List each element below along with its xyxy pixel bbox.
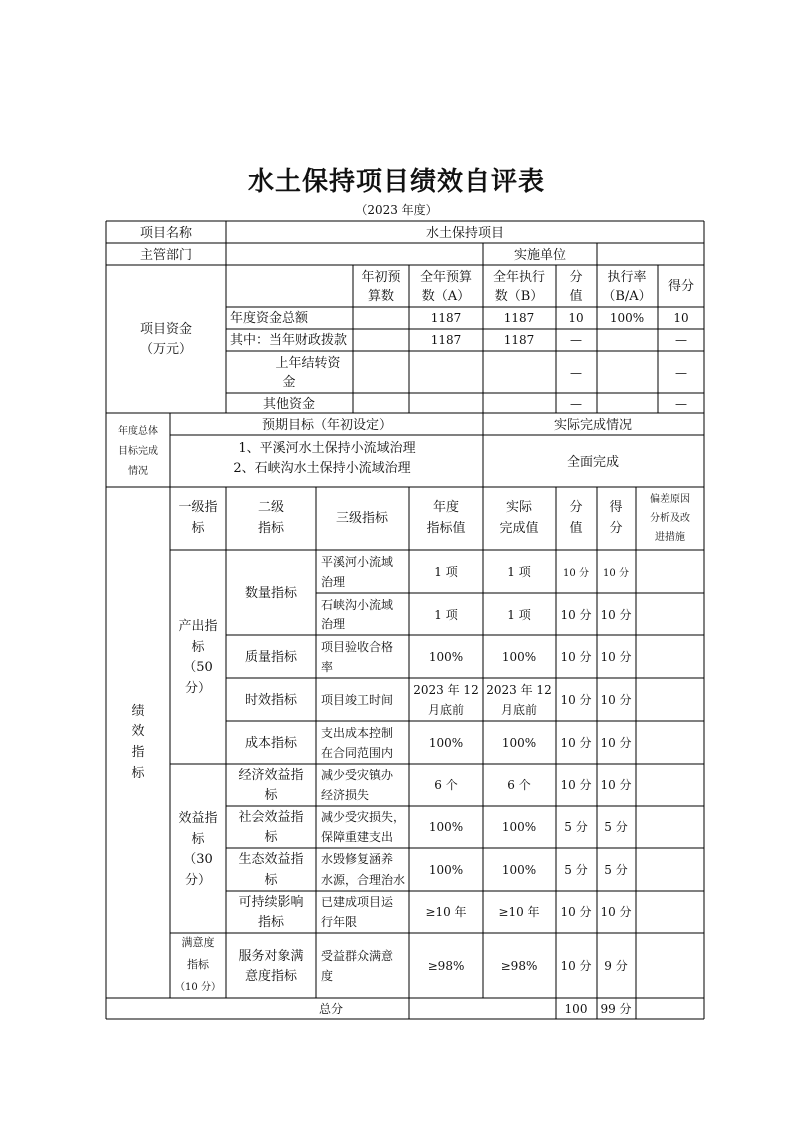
actual-value: 1 项 [507, 565, 531, 579]
hdr-deviation: 偏差原因 [650, 494, 690, 505]
level2-indicator: 指标 [257, 915, 285, 930]
level3-indicator: 水源，合理治水 [321, 873, 406, 887]
output-indicator-group: 标 [191, 640, 205, 655]
got-value: 10 分 [600, 778, 632, 792]
level2-indicator: 可持续影响 [238, 895, 304, 910]
score-value: 10 分 [560, 905, 592, 919]
total-score: 100 [564, 1002, 588, 1016]
hdr-exec-2: 数（B） [494, 289, 544, 304]
actual-status-header: 实际完成情况 [553, 418, 633, 433]
hdr-full-2: 数（A） [421, 289, 471, 304]
level3-indicator: 已建成项目运 [321, 895, 394, 909]
target-value: 1 项 [434, 565, 458, 579]
funds-row-name: 年度资金总额 [230, 311, 309, 326]
funds-row-full: 1187 [430, 333, 462, 347]
perf-section-label: 标 [131, 766, 145, 781]
hdr-rate-2: （B/A） [602, 289, 652, 304]
level2-indicator: 数量指标 [244, 586, 298, 601]
hdr-deviation: 进措施 [655, 532, 685, 543]
funds-row-score: — [570, 333, 582, 347]
got-value: 10 分 [600, 905, 632, 919]
funds-unit: （万元） [139, 342, 193, 357]
hdr-got: 分 [609, 521, 623, 536]
got-value: 10 分 [600, 693, 632, 707]
project-name-label: 项目名称 [139, 226, 193, 241]
level3-indicator: 治理 [321, 617, 346, 631]
level3-indicator: 项目验收合格 [321, 640, 394, 654]
hdr-level2: 二级 [257, 500, 285, 515]
total-label: 总分 [318, 1002, 344, 1016]
hdr-got: 得分 [667, 279, 695, 294]
got-value: 9 分 [604, 959, 628, 973]
funds-row-got: 10 [673, 311, 689, 325]
target-value: 月底前 [427, 703, 465, 717]
level3-indicator: 减少受灾损失， [321, 810, 406, 824]
level3-indicator: 保障重建支出 [321, 830, 394, 844]
actual-value: 100% [501, 736, 537, 750]
funds-row-got: — [675, 366, 687, 380]
level2-indicator: 社会效益指 [238, 810, 304, 825]
perf-section-label: 效 [131, 724, 145, 739]
target-value: 2023 年 12 [413, 683, 479, 697]
score-value: 10 分 [560, 608, 592, 622]
hdr-target: 指标值 [426, 521, 466, 536]
got-value: 5 分 [604, 863, 628, 877]
level3-indicator: 在合同范围内 [321, 746, 394, 760]
got-value: 10 分 [603, 568, 629, 579]
hdr-target: 年度 [432, 500, 460, 515]
level2-indicator: 经济效益指 [238, 768, 304, 783]
level3-indicator: 治理 [321, 575, 346, 589]
funds-row-got: — [675, 333, 687, 347]
level2-indicator: 服务对象满 [238, 949, 304, 964]
funds-row-name: 其他资金 [262, 397, 316, 412]
hdr-deviation: 分析及改 [650, 513, 690, 524]
level3-indicator: 行年限 [321, 915, 358, 929]
funds-row-rate: 100% [609, 311, 645, 325]
hdr-full-1: 全年预算 [419, 270, 473, 285]
funds-row-name: 其中：当年财政拨款 [230, 333, 348, 348]
level2-indicator: 标 [264, 873, 278, 888]
hdr-rate-1: 执行率 [607, 270, 647, 285]
level3-indicator: 项目竣工时间 [321, 693, 394, 707]
hdr-initial-2: 算数 [367, 289, 395, 304]
project-name-value: 水土保持项目 [425, 226, 505, 241]
output-indicator-group: （50 [183, 660, 213, 675]
actual-value: 100% [501, 820, 537, 834]
year-subtitle: （2023 年度） [355, 203, 438, 217]
level3-indicator: 平溪河小流域 [321, 555, 394, 569]
output-indicator-group: 产出指 [178, 619, 218, 634]
target-value: 6 个 [434, 778, 458, 792]
score-value: 10 分 [560, 778, 592, 792]
score-value: 5 分 [564, 820, 588, 834]
benefit-indicator-group: 分） [184, 873, 212, 888]
target-value: 1 项 [434, 608, 458, 622]
level2-indicator: 时效指标 [244, 693, 298, 708]
actual-status-value: 全面完成 [566, 455, 620, 470]
level2-indicator: 标 [264, 788, 278, 803]
level2-indicator: 标 [264, 830, 278, 845]
perf-section-label: 绩 [131, 704, 145, 719]
level3-indicator: 受益群众满意 [321, 949, 394, 963]
hdr-level1: 一级指 [178, 500, 218, 515]
level2-indicator: 质量指标 [244, 650, 298, 665]
actual-value: ≥10 年 [498, 905, 540, 919]
unit-label: 实施单位 [513, 248, 567, 263]
target-value: ≥10 年 [425, 905, 467, 919]
expected-goal-header: 预期目标（年初设定） [261, 418, 393, 433]
hdr-score: 分 [569, 500, 583, 515]
level2-indicator: 生态效益指 [238, 852, 304, 867]
funds-row-score: — [570, 397, 582, 411]
hdr-score-1: 分 [569, 270, 583, 285]
target-value: 100% [428, 650, 464, 664]
benefit-indicator-group: 效益指 [178, 811, 218, 826]
level3-indicator: 率 [321, 660, 334, 674]
hdr-actual: 实际 [505, 500, 533, 515]
hdr-level3: 三级指标 [335, 511, 389, 526]
level3-indicator: 石峡沟小流域 [321, 598, 394, 612]
hdr-got: 得 [609, 500, 623, 515]
annual-goal-label: 目标完成 [118, 446, 158, 457]
hdr-score-2: 值 [569, 289, 583, 304]
benefit-indicator-group: 标 [191, 832, 205, 847]
funds-row-name: 上年结转资 [275, 356, 341, 371]
score-value: 5 分 [564, 863, 588, 877]
hdr-actual: 完成值 [499, 521, 539, 536]
got-value: 10 分 [600, 736, 632, 750]
actual-value: 2023 年 12 [486, 683, 552, 697]
actual-value: 月底前 [500, 703, 538, 717]
actual-value: 100% [501, 650, 537, 664]
got-value: 10 分 [600, 650, 632, 664]
expected-goal-item: 2、石峡沟水土保持小流域治理 [233, 461, 411, 476]
score-value: 10 分 [560, 959, 592, 973]
actual-value: 6 个 [507, 778, 531, 792]
hdr-level2: 指标 [257, 521, 285, 536]
actual-value: 1 项 [507, 608, 531, 622]
level2-indicator: 成本指标 [244, 736, 298, 751]
score-value: 10 分 [563, 568, 589, 579]
actual-value: ≥98% [500, 959, 538, 973]
actual-value: 100% [501, 863, 537, 877]
funds-row-score: 10 [568, 311, 584, 325]
hdr-level1: 标 [191, 521, 205, 536]
dept-label: 主管部门 [139, 248, 193, 263]
benefit-indicator-group: （30 [183, 852, 213, 867]
annual-goal-label: 年度总体 [118, 426, 158, 437]
level3-indicator: 水毁修复涵养 [321, 852, 394, 866]
score-value: 10 分 [560, 736, 592, 750]
expected-goal-item: 1、平溪河水土保持小流域治理 [238, 441, 416, 456]
perf-section-label: 指 [131, 745, 145, 760]
funds-row-got: — [675, 397, 687, 411]
level3-indicator: 减少受灾镇办 [321, 768, 394, 782]
score-value: 10 分 [560, 650, 592, 664]
level3-indicator: 支出成本控制 [321, 726, 394, 740]
hdr-exec-1: 全年执行 [492, 270, 546, 285]
funds-row-score: — [570, 366, 582, 380]
funds-label: 项目资金 [139, 322, 193, 337]
level2-indicator: 意度指标 [244, 969, 298, 984]
annual-goal-label: 情况 [128, 466, 148, 477]
satisfaction-indicator-group: （10 分） [175, 982, 221, 993]
page-title: 水土保持项目绩效自评表 [247, 167, 545, 197]
funds-row-full: 1187 [430, 311, 462, 325]
target-value: 100% [428, 820, 464, 834]
target-value: ≥98% [427, 959, 465, 973]
level3-indicator: 经济损失 [321, 788, 370, 802]
output-indicator-group: 分） [184, 681, 212, 696]
hdr-initial-1: 年初预 [361, 270, 401, 285]
satisfaction-indicator-group: 指标 [187, 958, 209, 971]
level3-indicator: 度 [321, 969, 334, 983]
satisfaction-indicator-group: 满意度 [181, 936, 215, 949]
got-value: 10 分 [600, 608, 632, 622]
funds-row-name-cont: 金 [282, 375, 296, 390]
hdr-score: 值 [569, 521, 583, 536]
funds-row-exec: 1187 [503, 311, 535, 325]
score-value: 10 分 [560, 693, 592, 707]
target-value: 100% [428, 863, 464, 877]
total-got: 99 分 [600, 1002, 632, 1016]
target-value: 100% [428, 736, 464, 750]
got-value: 5 分 [604, 820, 628, 834]
funds-row-exec: 1187 [503, 333, 535, 347]
